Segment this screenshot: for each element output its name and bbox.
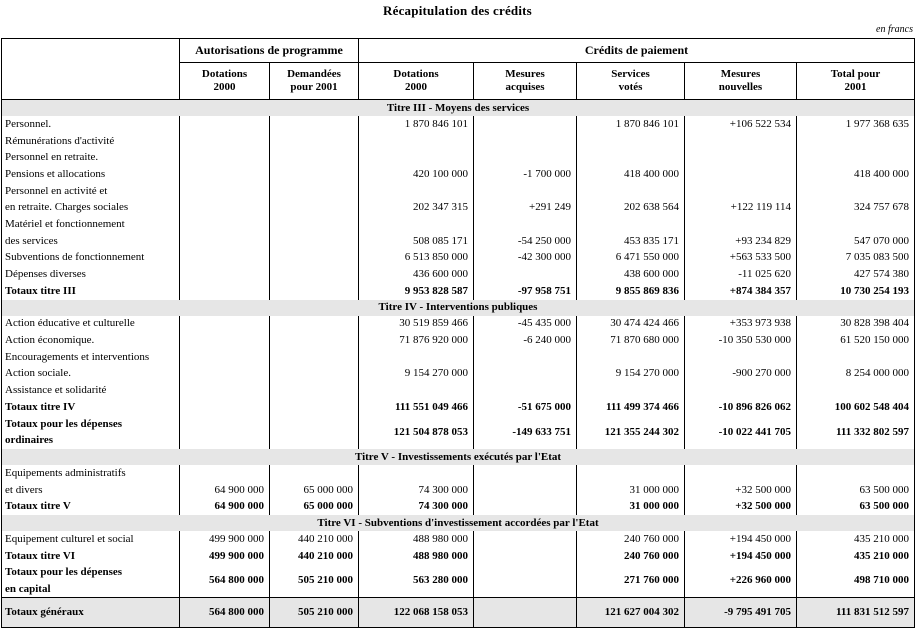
row-label: Action éducative et culturelle xyxy=(5,317,135,330)
table-row xyxy=(2,116,915,133)
table-row xyxy=(2,250,915,267)
value-cell: 31 000 000 xyxy=(577,482,685,499)
value-cell: 563 280 000 xyxy=(359,565,474,598)
value-cell: 9 154 270 000 xyxy=(359,366,474,383)
value-cell xyxy=(180,349,270,366)
row-label: Equipement culturel et social xyxy=(5,532,134,545)
value-cell xyxy=(180,199,270,216)
column-header-cp-dotations-2000: Dotations 2000 xyxy=(359,63,474,100)
value-cell xyxy=(474,548,577,565)
value-cell: 438 600 000 xyxy=(577,266,685,283)
value-cell xyxy=(577,149,685,166)
value-cell xyxy=(359,382,474,399)
value-cell xyxy=(474,366,577,383)
row-label: Rémunérations d'activité xyxy=(5,134,115,147)
value-cell xyxy=(577,133,685,150)
group-header-autorisations: Autorisations de programme xyxy=(180,39,359,63)
section-band-row xyxy=(2,515,915,531)
value-cell xyxy=(270,416,359,449)
section-band-label: Titre III - Moyens des services xyxy=(2,100,915,117)
value-cell: 488 980 000 xyxy=(359,548,474,565)
value-cell xyxy=(474,531,577,548)
value-cell xyxy=(685,216,797,233)
value-cell xyxy=(474,565,577,598)
row-label: Personnel en retraite. xyxy=(5,151,99,164)
value-cell: +563 533 500 xyxy=(685,250,797,267)
value-cell xyxy=(685,149,797,166)
value-cell xyxy=(180,116,270,133)
value-cell xyxy=(270,349,359,366)
value-cell xyxy=(180,233,270,250)
value-cell: 435 210 000 xyxy=(797,548,915,565)
credits-table xyxy=(1,38,915,628)
value-cell: -10 022 441 705 xyxy=(685,416,797,449)
value-cell xyxy=(797,183,915,200)
value-cell: +32 500 000 xyxy=(685,482,797,499)
section-band-row xyxy=(2,300,915,316)
corner-cell xyxy=(2,39,180,100)
value-cell: 240 760 000 xyxy=(577,531,685,548)
section-band-label: Titre VI - Subventions d'investissement accordées par l'Etat xyxy=(2,515,915,531)
value-cell xyxy=(270,199,359,216)
value-cell: 324 757 678 xyxy=(797,199,915,216)
value-cell xyxy=(270,183,359,200)
value-cell xyxy=(685,183,797,200)
value-cell xyxy=(359,133,474,150)
section-band-row xyxy=(2,100,915,117)
value-cell xyxy=(180,183,270,200)
value-cell xyxy=(270,133,359,150)
value-cell: 63 500 000 xyxy=(797,482,915,499)
value-cell xyxy=(577,216,685,233)
value-cell xyxy=(685,133,797,150)
value-cell xyxy=(797,465,915,482)
value-cell xyxy=(685,382,797,399)
value-cell: -11 025 620 xyxy=(685,266,797,283)
value-cell: 111 551 049 466 xyxy=(359,399,474,416)
value-cell: 499 900 000 xyxy=(180,548,270,565)
value-cell xyxy=(474,149,577,166)
row-label: Matériel et fonctionnement xyxy=(5,217,125,230)
value-cell: 30 519 859 466 xyxy=(359,316,474,333)
value-cell xyxy=(180,399,270,416)
table-row xyxy=(2,349,915,366)
value-cell: 111 831 512 597 xyxy=(797,598,915,628)
table-row xyxy=(2,548,915,565)
value-cell: 7 035 083 500 xyxy=(797,250,915,267)
value-cell xyxy=(474,598,577,628)
value-cell xyxy=(270,332,359,349)
table-row xyxy=(2,183,915,200)
value-cell: 1 870 846 101 xyxy=(359,116,474,133)
page-title: Récapitulation des crédits xyxy=(383,3,532,18)
value-cell: -149 633 751 xyxy=(474,416,577,449)
value-cell: 63 500 000 xyxy=(797,498,915,515)
value-cell xyxy=(685,166,797,183)
value-cell xyxy=(359,465,474,482)
value-cell: 440 210 000 xyxy=(270,548,359,565)
value-cell: +874 384 357 xyxy=(685,283,797,300)
row-label: en capital xyxy=(5,582,51,595)
value-cell: 6 513 850 000 xyxy=(359,250,474,267)
value-cell xyxy=(270,283,359,300)
value-cell: -45 435 000 xyxy=(474,316,577,333)
value-cell: 30 474 424 466 xyxy=(577,316,685,333)
value-cell xyxy=(270,382,359,399)
value-cell: 121 355 244 302 xyxy=(577,416,685,449)
row-label: et divers xyxy=(5,483,43,496)
value-cell xyxy=(180,366,270,383)
table-row xyxy=(2,332,915,349)
value-cell: 547 070 000 xyxy=(797,233,915,250)
value-cell: 1 870 846 101 xyxy=(577,116,685,133)
value-cell: 499 900 000 xyxy=(180,531,270,548)
value-cell: 71 876 920 000 xyxy=(359,332,474,349)
table-row xyxy=(2,266,915,283)
value-cell: 74 300 000 xyxy=(359,498,474,515)
value-cell: 564 800 000 xyxy=(180,565,270,598)
value-cell: -42 300 000 xyxy=(474,250,577,267)
value-cell: 100 602 548 404 xyxy=(797,399,915,416)
value-cell xyxy=(180,465,270,482)
row-label: Action sociale. xyxy=(5,367,71,380)
section-band-row xyxy=(2,449,915,465)
value-cell: 508 085 171 xyxy=(359,233,474,250)
value-cell: -10 350 530 000 xyxy=(685,332,797,349)
table-row xyxy=(2,565,915,582)
row-label: Assistance et solidarité xyxy=(5,384,107,397)
value-cell xyxy=(180,332,270,349)
value-cell xyxy=(270,266,359,283)
table-row xyxy=(2,233,915,250)
value-cell xyxy=(359,216,474,233)
value-cell: 65 000 000 xyxy=(270,482,359,499)
row-label: Encouragements et interventions xyxy=(5,350,150,363)
value-cell xyxy=(474,498,577,515)
table-row xyxy=(2,531,915,548)
value-cell: -6 240 000 xyxy=(474,332,577,349)
column-header-mesures-acquises: Mesures acquises xyxy=(474,63,577,100)
value-cell: 435 210 000 xyxy=(797,531,915,548)
value-cell xyxy=(577,465,685,482)
value-cell xyxy=(797,216,915,233)
value-cell: +226 960 000 xyxy=(685,565,797,598)
value-cell xyxy=(685,465,797,482)
value-cell xyxy=(797,133,915,150)
value-cell: 488 980 000 xyxy=(359,531,474,548)
row-label: Totaux pour les dépenses xyxy=(5,566,123,579)
section-band-label: Titre IV - Interventions publiques xyxy=(2,300,915,316)
value-cell xyxy=(270,316,359,333)
value-cell: 122 068 158 053 xyxy=(359,598,474,628)
row-label: Personnel en activité et xyxy=(5,184,108,197)
value-cell xyxy=(474,266,577,283)
value-cell: 427 574 380 xyxy=(797,266,915,283)
row-label: Totaux titre VI xyxy=(5,549,76,562)
value-cell: 31 000 000 xyxy=(577,498,685,515)
row-label: en retraite. Charges sociales xyxy=(5,201,129,214)
value-cell: 505 210 000 xyxy=(270,598,359,628)
row-label: Subventions de fonctionnement xyxy=(5,251,145,264)
row-label: Totaux titre III xyxy=(5,284,76,297)
value-cell xyxy=(180,316,270,333)
table-row xyxy=(2,149,915,166)
table-row xyxy=(2,133,915,150)
unit-note: en francs xyxy=(876,24,913,35)
value-cell xyxy=(474,465,577,482)
value-cell: 6 471 550 000 xyxy=(577,250,685,267)
value-cell: 505 210 000 xyxy=(270,565,359,598)
value-cell: 8 254 000 000 xyxy=(797,366,915,383)
section-band-label: Titre V - Investissements exécutés par l'Etat xyxy=(2,449,915,465)
value-cell xyxy=(270,166,359,183)
value-cell: -10 896 826 062 xyxy=(685,399,797,416)
table-row xyxy=(2,216,915,233)
value-cell: +122 119 114 xyxy=(685,199,797,216)
value-cell xyxy=(270,149,359,166)
value-cell xyxy=(180,166,270,183)
value-cell xyxy=(270,233,359,250)
value-cell: 71 870 680 000 xyxy=(577,332,685,349)
value-cell xyxy=(797,382,915,399)
value-cell xyxy=(270,465,359,482)
value-cell: 9 953 828 587 xyxy=(359,283,474,300)
table-body xyxy=(2,100,915,628)
table-row xyxy=(2,399,915,416)
row-label: Dépenses diverses xyxy=(5,268,86,281)
table-row xyxy=(2,166,915,183)
value-cell xyxy=(577,349,685,366)
row-label: des services xyxy=(5,234,58,247)
value-cell: -51 675 000 xyxy=(474,399,577,416)
row-label: Pensions et allocations xyxy=(5,167,106,180)
column-header-mesures-nouvelles: Mesures nouvelles xyxy=(685,63,797,100)
value-cell: 9 154 270 000 xyxy=(577,366,685,383)
value-cell xyxy=(180,133,270,150)
value-cell xyxy=(270,366,359,383)
value-cell: 453 835 171 xyxy=(577,233,685,250)
value-cell: 10 730 254 193 xyxy=(797,283,915,300)
grand-total-row xyxy=(2,598,915,628)
table-row xyxy=(2,482,915,499)
value-cell xyxy=(474,116,577,133)
value-cell xyxy=(180,250,270,267)
value-cell: 9 855 869 836 xyxy=(577,283,685,300)
table-row xyxy=(2,416,915,433)
value-cell: 121 504 878 053 xyxy=(359,416,474,449)
value-cell xyxy=(474,216,577,233)
value-cell xyxy=(270,116,359,133)
row-label: Personnel. xyxy=(5,117,52,130)
value-cell: 111 332 802 597 xyxy=(797,416,915,449)
value-cell: 121 627 004 302 xyxy=(577,598,685,628)
value-cell xyxy=(474,349,577,366)
value-cell: -1 700 000 xyxy=(474,166,577,183)
row-label: Totaux pour les dépenses xyxy=(5,417,123,430)
value-cell: 420 100 000 xyxy=(359,166,474,183)
value-cell: 418 400 000 xyxy=(577,166,685,183)
value-cell: 564 800 000 xyxy=(180,598,270,628)
value-cell: 65 000 000 xyxy=(270,498,359,515)
value-cell: +93 234 829 xyxy=(685,233,797,250)
column-header-services-votes: Services votés xyxy=(577,63,685,100)
value-cell xyxy=(270,216,359,233)
value-cell: 498 710 000 xyxy=(797,565,915,598)
value-cell: 74 300 000 xyxy=(359,482,474,499)
value-cell: -97 958 751 xyxy=(474,283,577,300)
table-row xyxy=(2,283,915,300)
value-cell: +32 500 000 xyxy=(685,498,797,515)
value-cell: 271 760 000 xyxy=(577,565,685,598)
value-cell: 111 499 374 466 xyxy=(577,399,685,416)
table-row xyxy=(2,465,915,482)
table-row xyxy=(2,316,915,333)
value-cell: +106 522 534 xyxy=(685,116,797,133)
table-row xyxy=(2,199,915,216)
value-cell: +194 450 000 xyxy=(685,531,797,548)
value-cell xyxy=(180,382,270,399)
value-cell: 61 520 150 000 xyxy=(797,332,915,349)
value-cell xyxy=(359,183,474,200)
value-cell xyxy=(685,349,797,366)
value-cell: +353 973 938 xyxy=(685,316,797,333)
value-cell xyxy=(577,183,685,200)
value-cell: -54 250 000 xyxy=(474,233,577,250)
value-cell xyxy=(577,382,685,399)
value-cell: 436 600 000 xyxy=(359,266,474,283)
value-cell xyxy=(474,183,577,200)
table-row xyxy=(2,498,915,515)
value-cell xyxy=(474,133,577,150)
column-header-ap-dotations-2000: Dotations 2000 xyxy=(180,63,270,100)
value-cell: 240 760 000 xyxy=(577,548,685,565)
row-label: Totaux généraux xyxy=(2,598,180,628)
value-cell: 64 900 000 xyxy=(180,482,270,499)
row-label: ordinaires xyxy=(5,434,54,447)
value-cell xyxy=(180,149,270,166)
value-cell: 202 638 564 xyxy=(577,199,685,216)
value-cell xyxy=(270,399,359,416)
row-label: Equipements administratifs xyxy=(5,466,126,479)
table-row xyxy=(2,382,915,399)
value-cell: 440 210 000 xyxy=(270,531,359,548)
value-cell xyxy=(270,250,359,267)
value-cell xyxy=(359,149,474,166)
header-group-row xyxy=(2,39,915,63)
value-cell: 418 400 000 xyxy=(797,166,915,183)
value-cell xyxy=(474,482,577,499)
row-label: Totaux titre V xyxy=(5,500,71,513)
column-header-total-2001: Total pour 2001 xyxy=(797,63,915,100)
row-label: Totaux titre IV xyxy=(5,400,76,413)
row-label: Action économique. xyxy=(5,334,95,347)
group-header-credits-paiement: Crédits de paiement xyxy=(359,39,915,63)
value-cell xyxy=(180,416,270,449)
value-cell: 30 828 398 404 xyxy=(797,316,915,333)
value-cell: 1 977 368 635 xyxy=(797,116,915,133)
value-cell: 202 347 315 xyxy=(359,199,474,216)
value-cell xyxy=(180,283,270,300)
value-cell: 64 900 000 xyxy=(180,498,270,515)
value-cell: +194 450 000 xyxy=(685,548,797,565)
value-cell xyxy=(180,216,270,233)
column-header-ap-demandees-2001: Demandées pour 2001 xyxy=(270,63,359,100)
value-cell xyxy=(797,149,915,166)
value-cell xyxy=(797,349,915,366)
value-cell: -9 795 491 705 xyxy=(685,598,797,628)
value-cell: +291 249 xyxy=(474,199,577,216)
value-cell xyxy=(359,349,474,366)
value-cell: -900 270 000 xyxy=(685,366,797,383)
value-cell xyxy=(474,382,577,399)
value-cell xyxy=(180,266,270,283)
table-row xyxy=(2,366,915,383)
